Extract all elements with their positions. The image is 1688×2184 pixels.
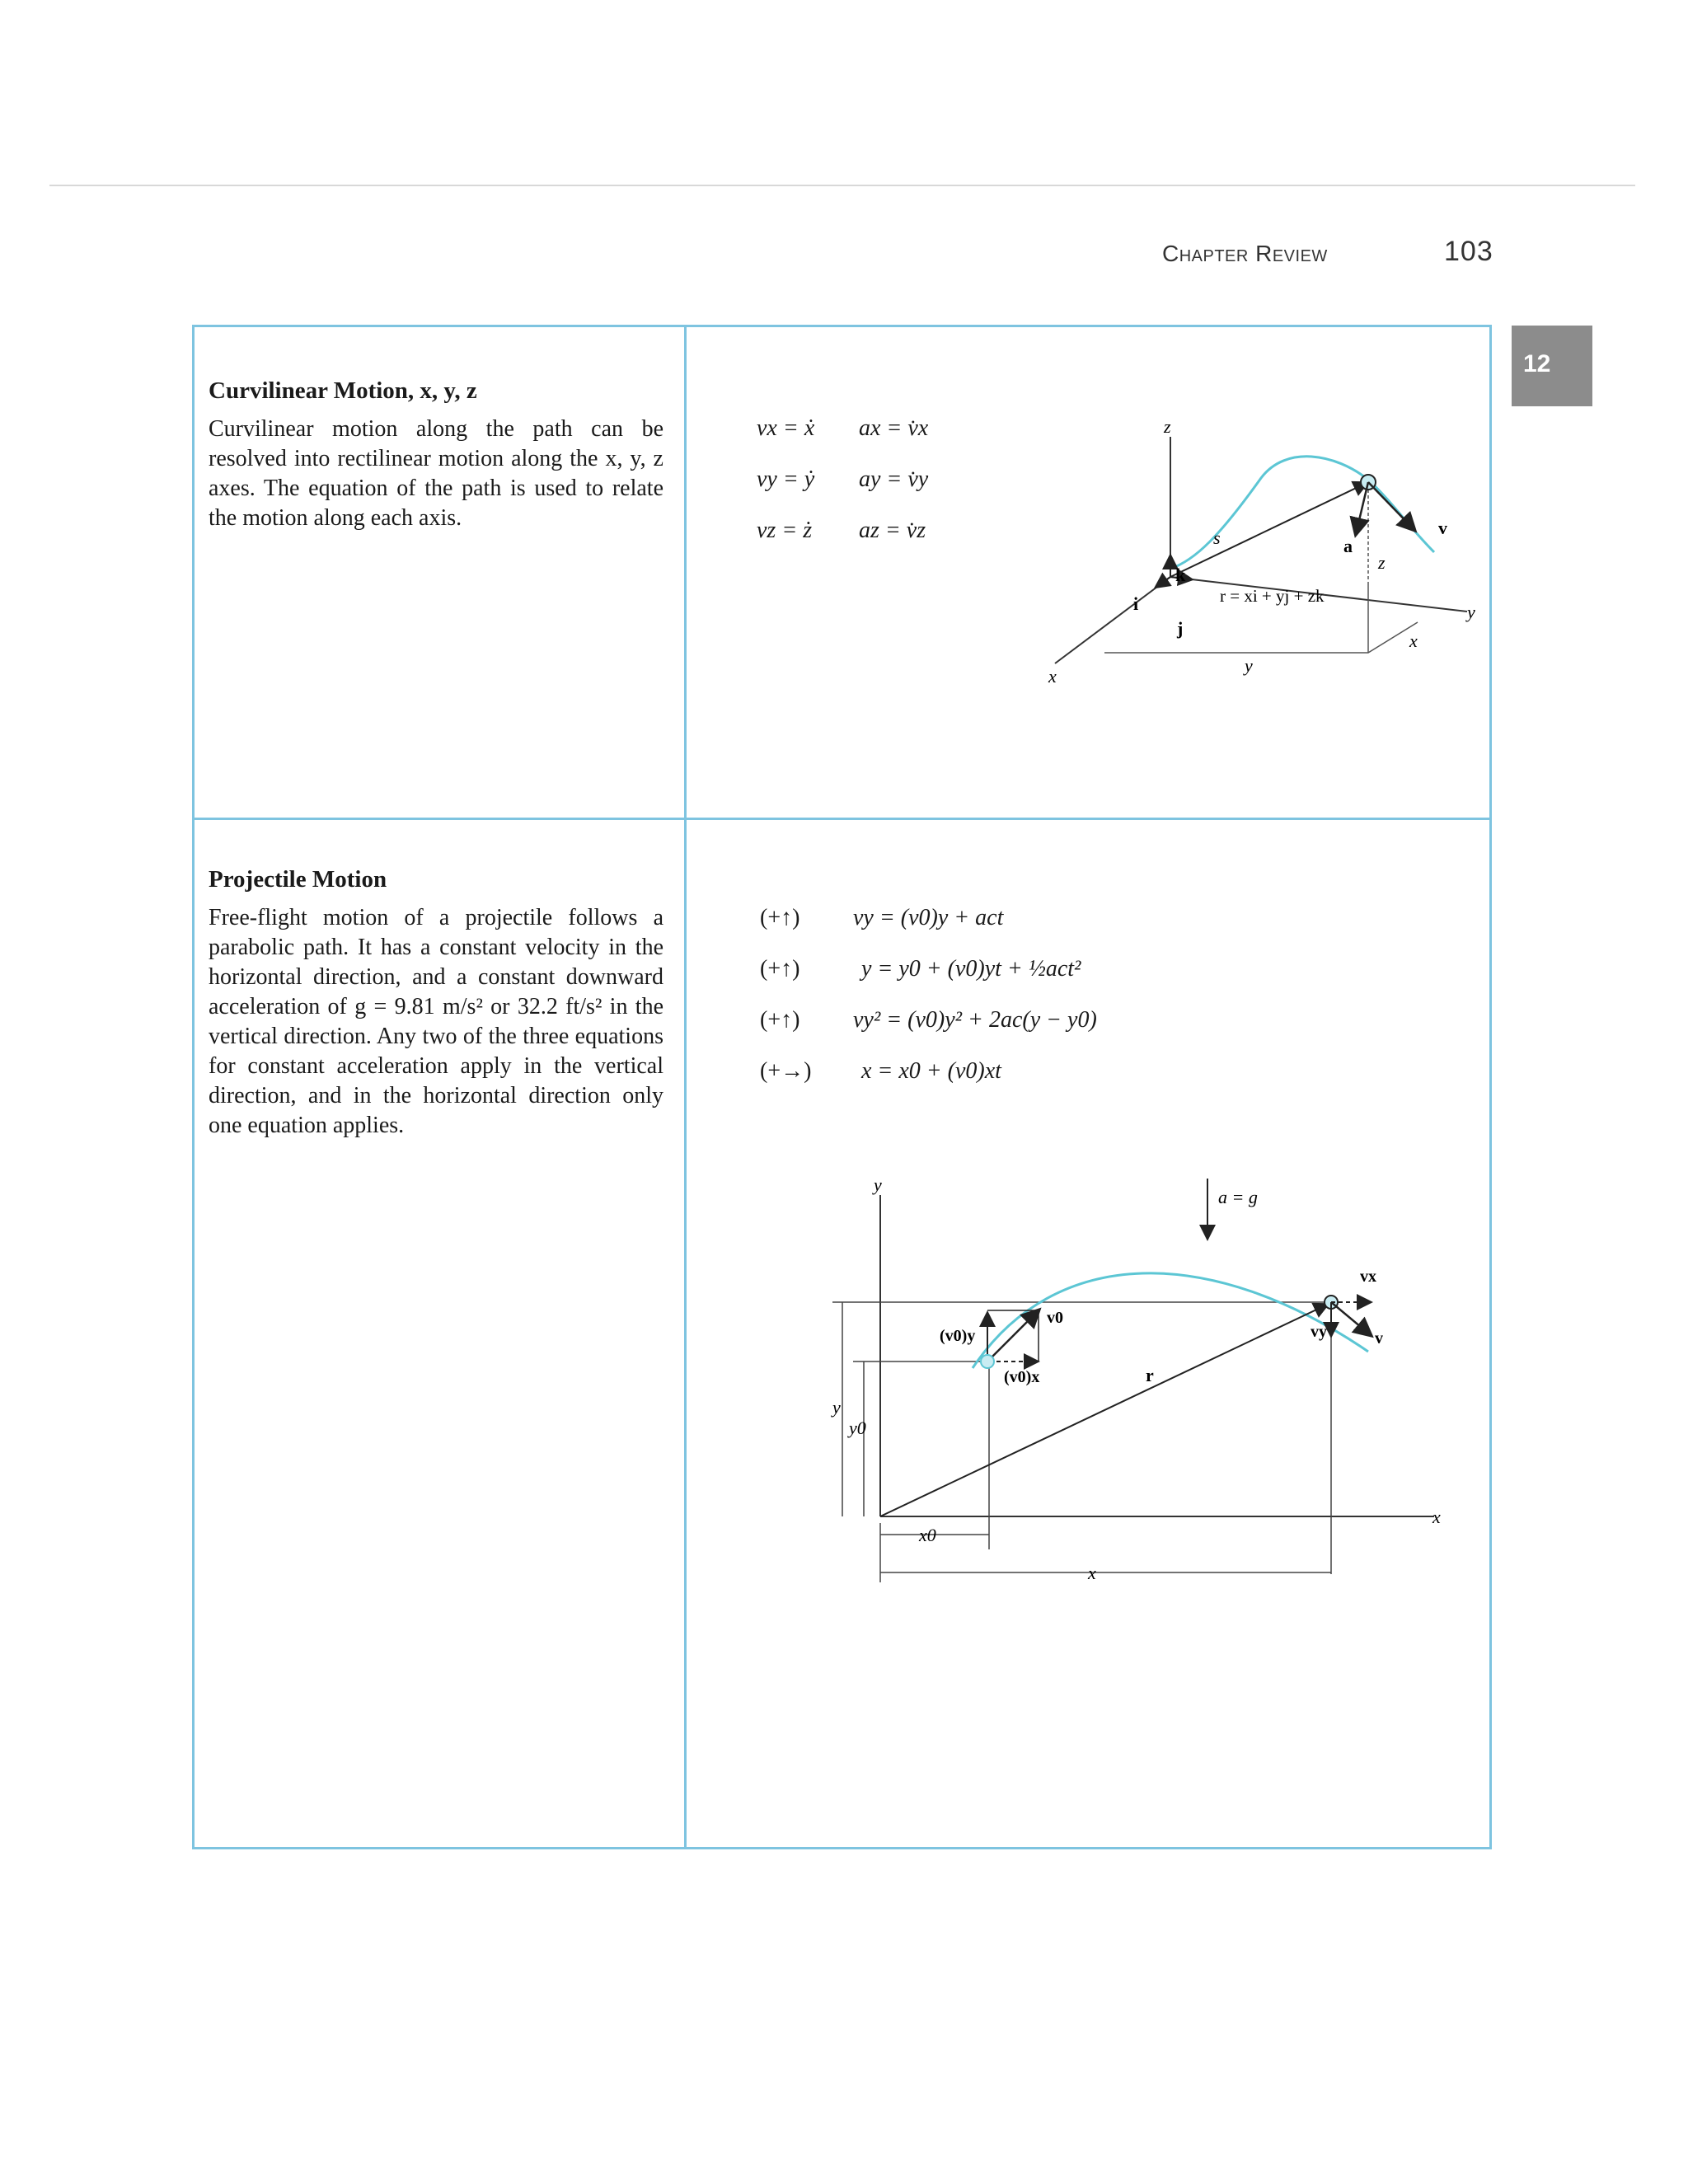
eq-dir-2: (+↑): [760, 956, 800, 982]
fig1-label-r: r = xi + yj + zk: [1220, 586, 1325, 606]
eq-az: az = v̇z: [859, 518, 926, 543]
curvilinear-section: [209, 377, 663, 533]
eq-proj-2: y = y0 + (v0)yt + ½act²: [861, 956, 1081, 982]
fig2-label-v: v: [1375, 1329, 1383, 1347]
projectile-body: Free-flight motion of a projectile follows a parabolic path. It has a constant velocity in the horizontal direction, and a constant downward acceleration of g = 9.81 m/s² or 32.2 ft/s² in the vertical direction. Any two of the three equations for constant acceleration apply in the vertical direction, and in the horizontal direction only one equation applies.: [209, 905, 663, 1138]
fig2-label-vx: vx: [1360, 1268, 1376, 1286]
top-rule: [49, 185, 1635, 186]
table-divider-horizontal: [192, 818, 1492, 820]
fig2-label-vy: vy: [1311, 1323, 1327, 1341]
eq-vz: vz = ż: [757, 518, 813, 543]
eq-proj-1: vy = (v0)y + act: [853, 905, 1004, 930]
fig1-label-i: i: [1133, 593, 1139, 614]
fig1-label-z: z: [1164, 416, 1171, 437]
fig1-label-v: v: [1438, 518, 1447, 538]
fig1-label-j: j: [1177, 618, 1184, 639]
projectile-section: [209, 866, 663, 1141]
projectile-figure: [783, 1179, 1467, 1615]
chapter-tab: 12: [1512, 326, 1592, 406]
curvilinear-body: Curvilinear motion along the path can be resolved into rectilinear motion along the x, y, z axes. The equation of the path is used to relate the motion along each axis.: [209, 416, 663, 531]
eq-dir-3: (+↑): [760, 1007, 800, 1033]
eq-ay: ay = v̇y: [859, 466, 929, 492]
fig2-label-r: r: [1146, 1365, 1154, 1385]
fig1-label-z2: z: [1378, 552, 1386, 573]
fig1-label-y-axis: y: [1467, 602, 1475, 622]
projectile-title: Projectile Motion: [209, 866, 387, 893]
fig2-label-v0y: (v0)y: [940, 1327, 976, 1345]
curvilinear-title: Curvilinear Motion, x, y, z: [209, 377, 477, 404]
eq-vy: vy = ẏ: [757, 466, 815, 492]
eq-ax: ax = v̇x: [859, 415, 929, 441]
fig1-label-x2: x: [1409, 630, 1418, 651]
eq-proj-3: vy² = (v0)y² + 2ac(y − y0): [853, 1007, 1097, 1033]
fig2-label-y0: y0: [849, 1418, 866, 1438]
curvilinear-figure: [1022, 412, 1484, 701]
fig1-label-a: a: [1343, 536, 1353, 556]
fig2-label-v0x: (v0)x: [1004, 1368, 1040, 1386]
fig1-label-k: k: [1175, 565, 1186, 585]
fig1-label-s: s: [1213, 527, 1221, 548]
fig2-label-v0: v0: [1047, 1309, 1063, 1327]
fig2-label-y-axis: y: [874, 1179, 882, 1195]
fig2-label-a-eq-g: a = g: [1218, 1187, 1258, 1207]
fig2-label-x0: x0: [919, 1525, 936, 1545]
eq-proj-4: x = x0 + (v0)xt: [861, 1058, 1001, 1084]
eq-dir-1: (+↑): [760, 905, 800, 930]
fig2-label-y-dim: y: [832, 1397, 841, 1418]
eq-dir-4: (+→): [760, 1058, 812, 1084]
running-head: Chapter Review: [1162, 241, 1328, 266]
eq-vx: vx = ẋ: [757, 415, 815, 441]
table-divider-vertical: [684, 325, 687, 1849]
fig1-label-y2: y: [1245, 655, 1253, 676]
fig1-label-x-axis: x: [1048, 666, 1057, 687]
fig2-label-x-dim: x: [1088, 1563, 1096, 1583]
page-number: 103: [1444, 236, 1493, 267]
fig2-label-x-axis: x: [1432, 1507, 1441, 1527]
